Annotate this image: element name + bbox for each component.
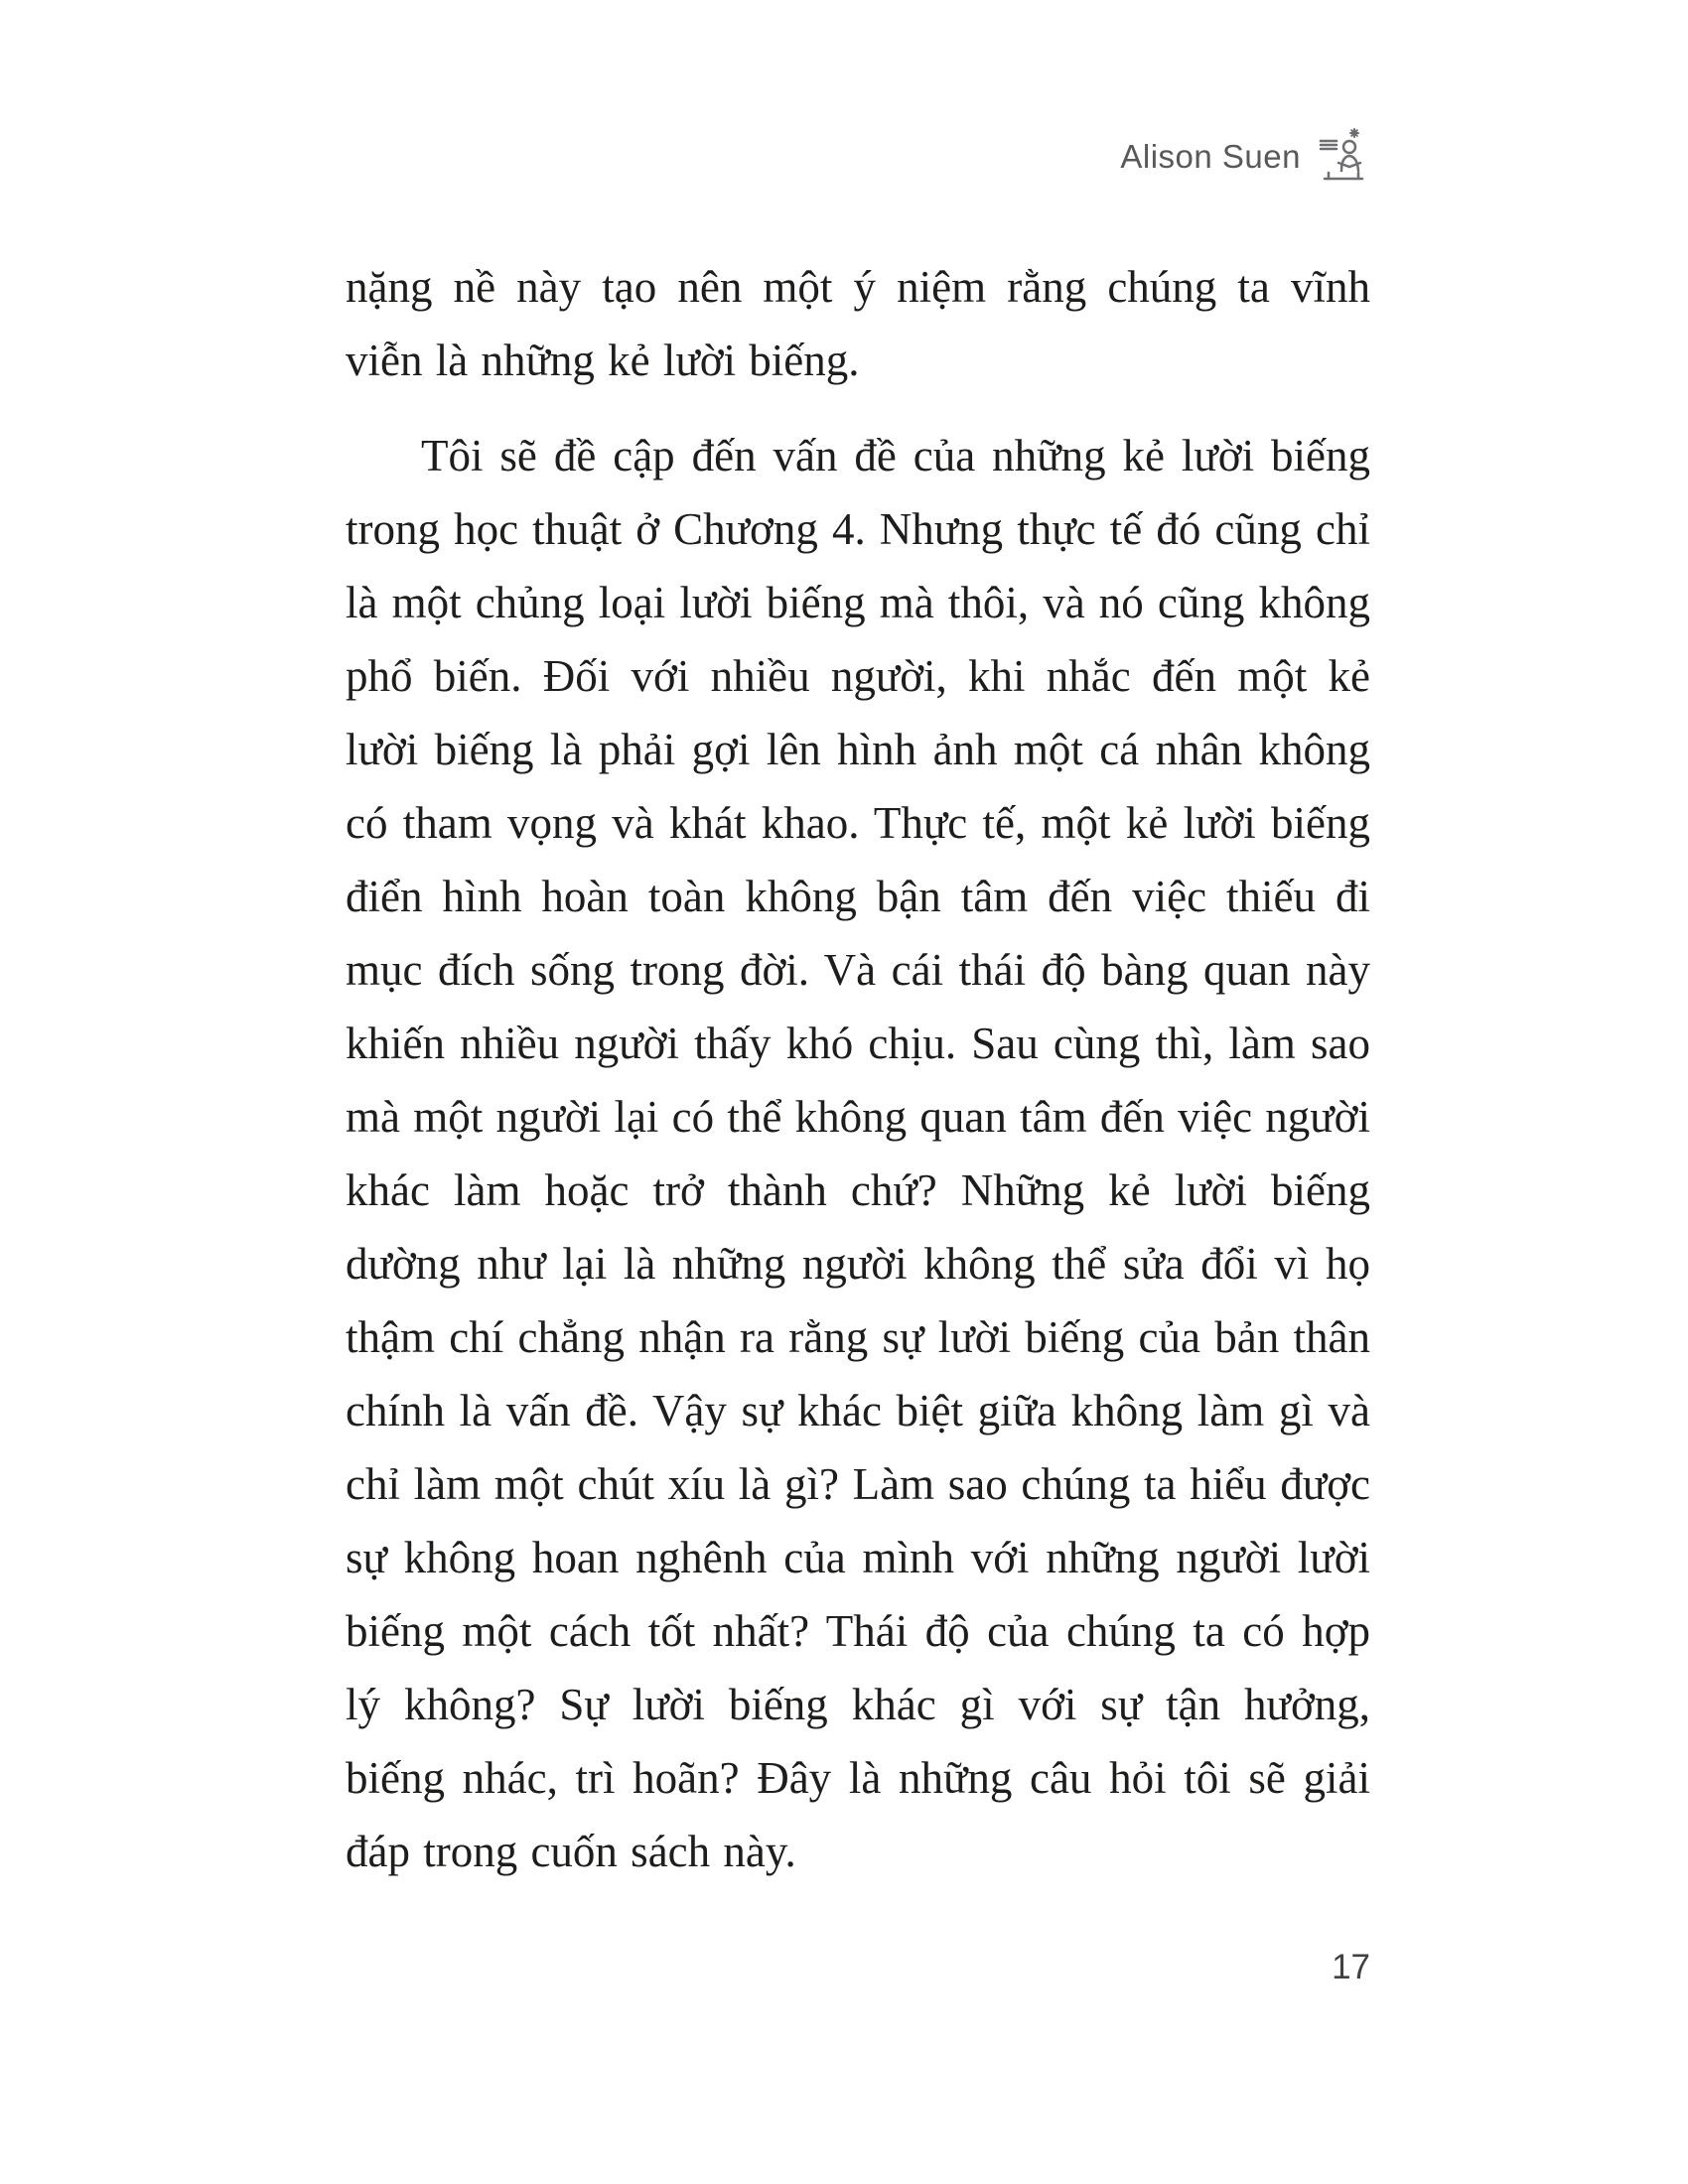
paragraph: nặng nề này tạo nên một ý niệm rằng chúng ta vĩnh viễn là những kẻ lười biếng. [346, 262, 1370, 385]
author-name: Alison Suen [1120, 137, 1301, 175]
paragraph: Tôi sẽ đề cập đến vấn đề của những kẻ lười biếng trong học thuật ở Chương 4. Nhưng thực tế đó cũng chỉ là một chủng loại lười biếng mà thôi, và nó cũng không phổ biến. Đối với nhiều người, khi nhắc đến một kẻ lười biếng là phải gợi lên hình ảnh một cá nhân không có tham vọng và khát khao. Thực tế, một kẻ lười biếng điển hình hoàn toàn không bận tâm đến việc thiếu đi mục đích sống trong đời. Và cái thái độ bàng quan này khiến nhiều người thấy khó chịu. Sau cùng thì, làm sao mà một người lại có thể không quan tâm đến việc người khác làm hoặc trở thành chứ? Những kẻ lười biếng dường như lại là những người không thể sửa đổi vì họ thậm chí chẳng nhận ra rằng sự lười biếng của bản thân chính là vấn đề. Vậy sự khác biệt giữa không làm gì và chỉ làm một chút xíu là gì? Làm sao chúng ta hiểu được sự không hoan nghênh của mình với những người lười biếng một cách tốt nhất? Thái độ của chúng ta có hợp lý không? Sự lười biếng khác gì với sự tận hưởng, biếng nhác, trì hoãn? Đây là những câu hỏi tôi sẽ giải đáp trong cuốn sách này. [346, 431, 1370, 1876]
page-number: 17 [1332, 1948, 1370, 1986]
body-text [346, 250, 1370, 1910]
reading-figure-logo-icon [1317, 127, 1368, 185]
page-header [1120, 127, 1368, 185]
